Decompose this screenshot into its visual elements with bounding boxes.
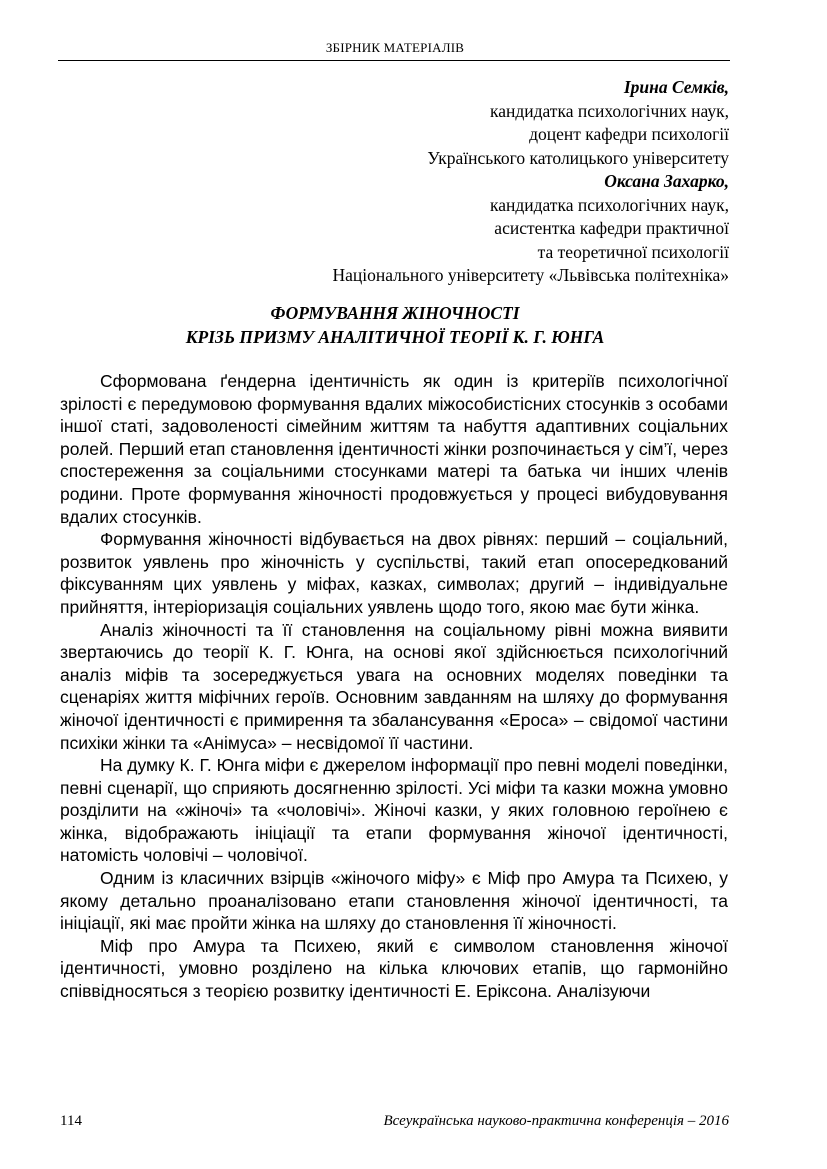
- page-number: 114: [60, 1113, 82, 1129]
- author-name: Оксана Захарко,: [604, 171, 729, 191]
- author-block: [332, 76, 729, 288]
- title-line: ФОРМУВАННЯ ЖІНОЧНОСТІ: [270, 303, 520, 323]
- author-affiliation-line: Українського католицького університету: [427, 147, 729, 168]
- footer-conference: Всеукраїнська науково-практична конференція – 2016: [383, 1113, 729, 1129]
- author-name: Ірина Семків,: [623, 77, 729, 97]
- running-head: ЗБІРНИК МАТЕРІАЛІВ: [325, 40, 465, 55]
- article-title: [60, 302, 730, 349]
- body-paragraph: Міф про Амура та Психею, який є символом становлення жіночої ідентичності, умовно розділено на кілька ключових етапів, що гармонійно співвідносяться з теорією розвитку ідентичності Е. Еріксона. Аналізуючи: [60, 935, 728, 1002]
- author-affiliation-line: кандидатка психологічних наук,: [489, 194, 729, 215]
- title-line: КРІЗЬ ПРИЗМУ АНАЛІТИЧНОЇ ТЕОРІЇ К. Г. ЮНГА: [185, 326, 605, 347]
- author-affiliation-line: асистентка кафедри практичної: [494, 218, 729, 238]
- body-paragraph: Формування жіночності відбувається на двох рівнях: перший – соціальний, розвиток уявлень про жіночність у суспільстві, такий етап опосередкований фіксуванням цих уявлень у міфах, казках, символах; другий – індивідуальне прийняття, інтеріоризація соціальних уявлень щодо того, якою має бути жінка.: [60, 529, 728, 617]
- body-paragraph: Одним із класичних взірців «жіночого міфу» є Міф про Амура та Психею, у якому детально проаналізовано етапи становлення жіночої ідентичності, та ініціації, які має пройти жінка на шляху до становлення її жіночності.: [60, 868, 728, 934]
- article-body: [60, 370, 728, 1003]
- header-rule: [58, 60, 730, 61]
- body-paragraph: Сформована ґендерна ідентичність як один із критеріїв психологічної зрілості є передумовою формування вдалих міжособистісних стосунків з особами іншої статі, задоволеності сімейним життям та набуття адаптивних соціальних ролей. Перший етап становлення ідентичності жінки розпочинається у сім’ї, через спостереження за соціальними стосунками матері та батька чи інших членів родини. Проте формування жіночності продовжується у процесі вибудовування вдалих стосунків.: [60, 371, 728, 527]
- body-paragraph: Аналіз жіночності та її становлення на соціальному рівні можна виявити звертаючись до теорії К. Г. Юнга, на основі якої здійснюється психологічний аналіз міфів та зосереджується увага на основних моделях поведінки та сценаріях життя міфічних героїв. Основним завданням на шляху до формування жіночої ідентичності є примирення та збалансування «Ероса» – свідомої частини психіки жінки та «Анімуса» – несвідомої її частини.: [60, 619, 728, 753]
- author-affiliation-line: доцент кафедри психології: [529, 124, 729, 144]
- author-affiliation-line: Національного університету «Львівська політехніка»: [332, 265, 729, 285]
- author-affiliation-line: кандидатка психологічних наук,: [489, 100, 729, 121]
- body-paragraph: На думку К. Г. Юнга міфи є джерелом інформації про певні моделі поведінки, певні сценарії, що сприяють досягненню зрілості. Усі міфи та казки можна умовно розділити на «жіночі» та «чоловічі». Жіночі казки, у яких головною героїнею є жінка, відображають ініціації та етапи формування жіночої ідентичності, натомість чоловічі – чоловічої.: [60, 755, 728, 866]
- author-affiliation-line: та теоретичної психології: [537, 241, 729, 262]
